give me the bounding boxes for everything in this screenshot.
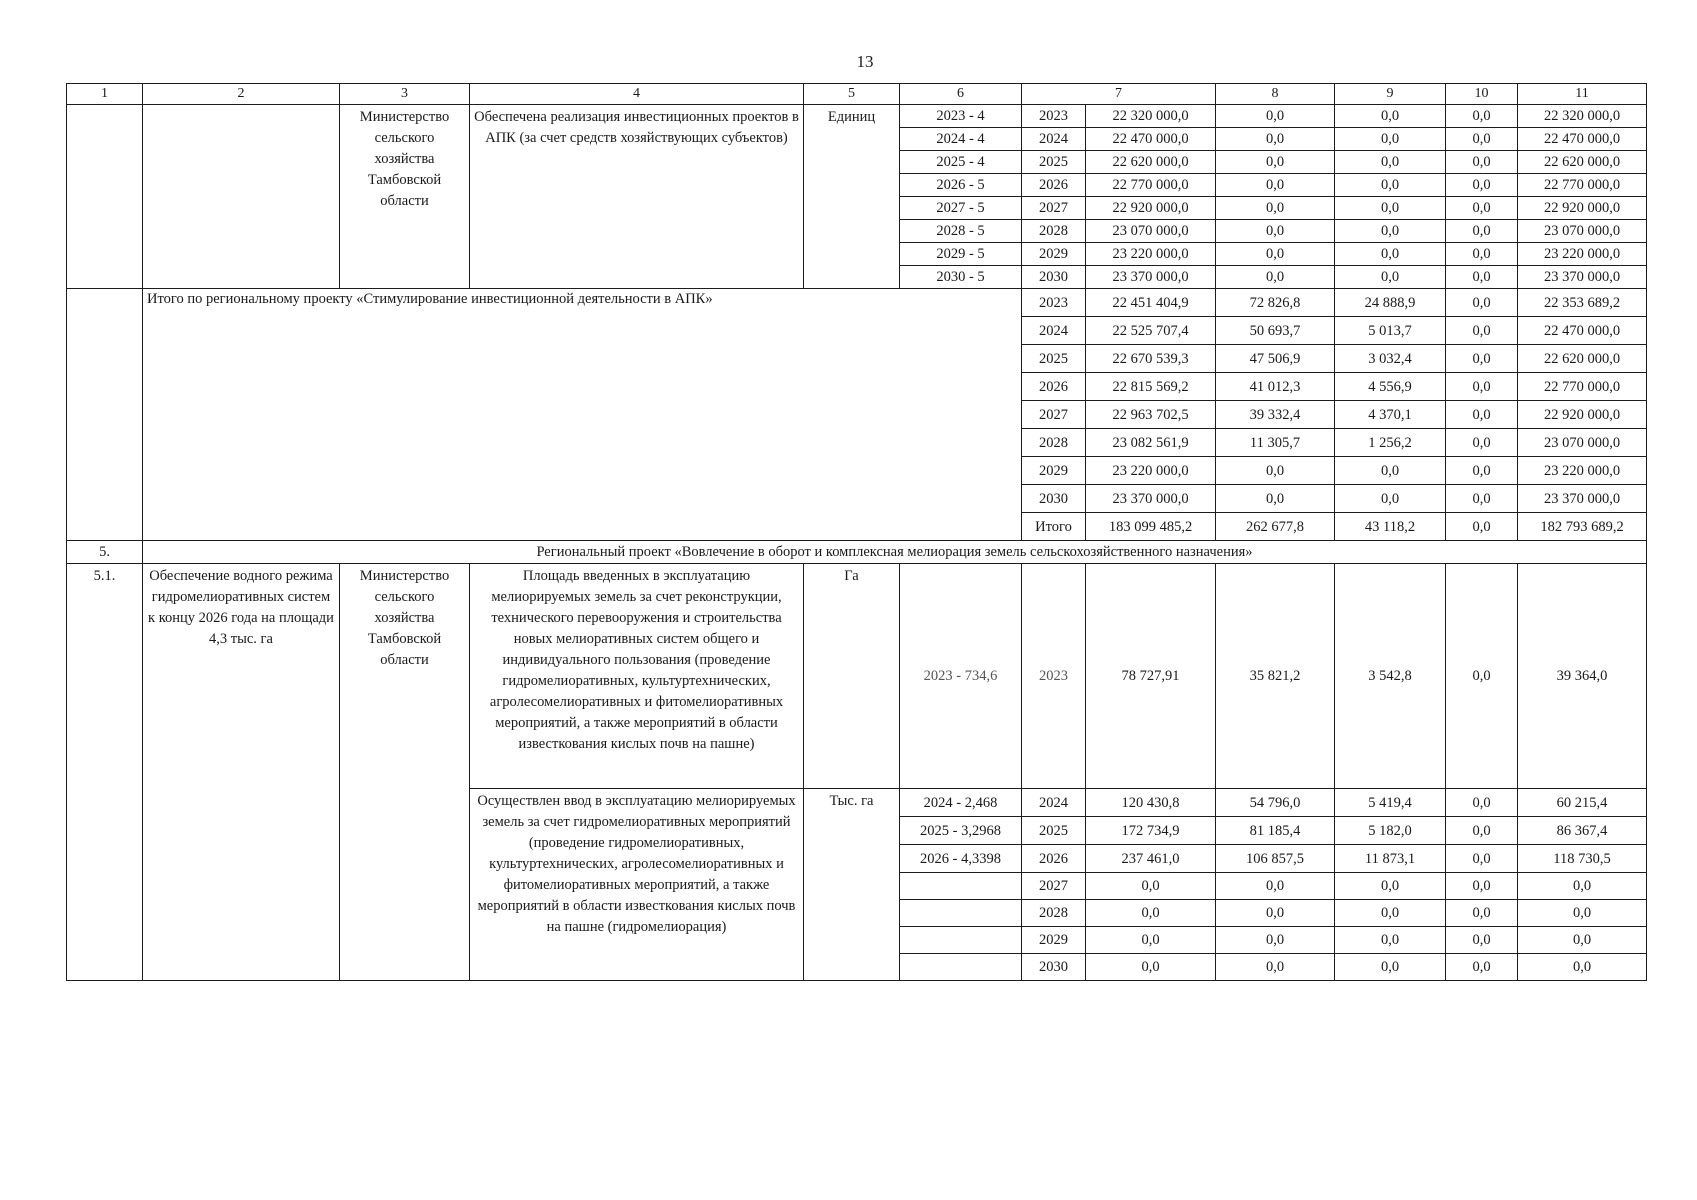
value-cell-c9: 0,0 xyxy=(1335,174,1446,197)
value-cell-c10: 0,0 xyxy=(1446,900,1518,927)
value-cell-c10: 0,0 xyxy=(1446,289,1518,317)
year-cell: 2023 xyxy=(1022,564,1086,789)
value-cell-c7: 0,0 xyxy=(1086,900,1216,927)
value-cell-c8: 0,0 xyxy=(1216,220,1335,243)
indicator-cell: Площадь введенных в эксплуатацию мелиорируемых земель за счет реконструкции, технического перевооружения и строительства новых мелиоративных систем общего и индивидуального пользования (проведение гидромелиоративных, культуртехнических, агролесомелиоративных и фитомелиоративных мероприятий, а также мероприятий в области известкования кислых почв на пашне) xyxy=(470,564,804,789)
value-cell-c9: 3 032,4 xyxy=(1335,345,1446,373)
unit-cell: Единиц xyxy=(804,105,900,289)
value-cell-c7: 22 920 000,0 xyxy=(1086,197,1216,220)
year-cell: 2025 xyxy=(1022,151,1086,174)
value-cell-c7: 22 815 569,2 xyxy=(1086,373,1216,401)
value-cell-c8: 0,0 xyxy=(1216,266,1335,289)
value-cell-c9: 0,0 xyxy=(1335,220,1446,243)
col1-cell xyxy=(67,105,143,289)
value-cell-c10: 0,0 xyxy=(1446,174,1518,197)
value-cell-c7: 23 220 000,0 xyxy=(1086,457,1216,485)
column-header-5: 5 xyxy=(804,84,900,105)
value-cell-c8: 41 012,3 xyxy=(1216,373,1335,401)
year-cell: 2023 xyxy=(1022,289,1086,317)
value-cell-c11: 22 620 000,0 xyxy=(1518,151,1647,174)
value-cell-c7: 22 620 000,0 xyxy=(1086,151,1216,174)
value-cell-c7: 0,0 xyxy=(1086,954,1216,981)
column-header-6: 6 xyxy=(900,84,1022,105)
table-row xyxy=(67,105,1647,128)
target-cell xyxy=(900,927,1022,954)
value-cell-c11: 0,0 xyxy=(1518,927,1647,954)
value-cell-c9: 1 256,2 xyxy=(1335,429,1446,457)
value-cell-c10: 0,0 xyxy=(1446,373,1518,401)
value-cell-c9: 11 873,1 xyxy=(1335,845,1446,873)
value-cell-c7: 23 070 000,0 xyxy=(1086,220,1216,243)
value-cell-c9: 5 182,0 xyxy=(1335,817,1446,845)
year-cell: 2030 xyxy=(1022,485,1086,513)
target-cell: 2023 - 4 xyxy=(900,105,1022,128)
page-number: 13 xyxy=(856,52,874,71)
value-cell-c9: 5 013,7 xyxy=(1335,317,1446,345)
value-cell-c9: 0,0 xyxy=(1335,485,1446,513)
year-cell: 2029 xyxy=(1022,243,1086,266)
value-cell-c8: 0,0 xyxy=(1216,128,1335,151)
section-title: Региональный проект «Вовлечение в оборот и комплексная мелиорация земель сельскохозяйственного назначения» xyxy=(143,541,1647,564)
year-cell: 2028 xyxy=(1022,429,1086,457)
value-cell-c8: 0,0 xyxy=(1216,105,1335,128)
header-row xyxy=(67,84,1647,105)
year-cell: 2028 xyxy=(1022,220,1086,243)
value-cell-c7: 22 525 707,4 xyxy=(1086,317,1216,345)
total-label: Итого по региональному проекту «Стимулирование инвестиционной деятельности в АПК» xyxy=(143,289,1022,541)
unit-cell: Га xyxy=(804,564,900,789)
section-number: 5. xyxy=(67,541,143,564)
col1-cell xyxy=(67,289,143,541)
value-cell-c11: 22 770 000,0 xyxy=(1518,373,1647,401)
value-cell-c11: 22 470 000,0 xyxy=(1518,317,1647,345)
value-cell-c10: 0,0 xyxy=(1446,873,1518,900)
value-cell-c8: 11 305,7 xyxy=(1216,429,1335,457)
task-cell: Обеспечение водного режима гидромелиоративных систем к концу 2026 года на площади 4,3 тыс. га xyxy=(143,564,340,981)
value-cell-c8: 262 677,8 xyxy=(1216,513,1335,541)
value-cell-c9: 43 118,2 xyxy=(1335,513,1446,541)
target-cell: 2023 - 734,6 xyxy=(900,564,1022,789)
value-cell-c9: 4 370,1 xyxy=(1335,401,1446,429)
value-cell-c7: 23 370 000,0 xyxy=(1086,485,1216,513)
value-cell-c11: 0,0 xyxy=(1518,900,1647,927)
year-cell: 2029 xyxy=(1022,927,1086,954)
column-header-3: 3 xyxy=(340,84,470,105)
value-cell-c10: 0,0 xyxy=(1446,845,1518,873)
value-cell-c11: 22 620 000,0 xyxy=(1518,345,1647,373)
value-cell-c7: 22 320 000,0 xyxy=(1086,105,1216,128)
ministry-cell: Министерство сельского хозяйства Тамбовской области xyxy=(340,564,470,981)
program-table xyxy=(66,83,1647,981)
target-cell xyxy=(900,873,1022,900)
target-cell: 2026 - 4,3398 xyxy=(900,845,1022,873)
value-cell-c11: 182 793 689,2 xyxy=(1518,513,1647,541)
value-cell-c9: 4 556,9 xyxy=(1335,373,1446,401)
value-cell-c8: 0,0 xyxy=(1216,927,1335,954)
table-row xyxy=(67,564,1647,789)
value-cell-c8: 47 506,9 xyxy=(1216,345,1335,373)
ministry-cell: Министерство сельского хозяйства Тамбовской области xyxy=(340,105,470,289)
value-cell-c10: 0,0 xyxy=(1446,243,1518,266)
value-cell-c9: 0,0 xyxy=(1335,128,1446,151)
value-cell-c7: 183 099 485,2 xyxy=(1086,513,1216,541)
column-header-9: 9 xyxy=(1335,84,1446,105)
value-cell-c8: 72 826,8 xyxy=(1216,289,1335,317)
target-cell: 2029 - 5 xyxy=(900,243,1022,266)
value-cell-c9: 24 888,9 xyxy=(1335,289,1446,317)
value-cell-c10: 0,0 xyxy=(1446,220,1518,243)
value-cell-c9: 0,0 xyxy=(1335,105,1446,128)
value-cell-c11: 23 370 000,0 xyxy=(1518,485,1647,513)
target-cell xyxy=(900,900,1022,927)
value-cell-c11: 118 730,5 xyxy=(1518,845,1647,873)
target-cell: 2025 - 3,2968 xyxy=(900,817,1022,845)
value-cell-c10: 0,0 xyxy=(1446,457,1518,485)
indicator-cell: Осуществлен ввод в эксплуатацию мелиорируемых земель за счет гидромелиоративных мероприятий (проведение гидромелиоративных, культуртехнических, агролесомелиоративных и фитомелиоративных мероприятий, а также мероприятий в области известкования кислых почв на пашне (гидромелиорация) xyxy=(470,789,804,981)
value-cell-c10: 0,0 xyxy=(1446,317,1518,345)
value-cell-c8: 81 185,4 xyxy=(1216,817,1335,845)
value-cell-c9: 5 419,4 xyxy=(1335,789,1446,817)
value-cell-c8: 0,0 xyxy=(1216,873,1335,900)
item-number: 5.1. xyxy=(67,564,143,981)
value-cell-c11: 0,0 xyxy=(1518,954,1647,981)
value-cell-c11: 23 070 000,0 xyxy=(1518,220,1647,243)
value-cell-c8: 0,0 xyxy=(1216,151,1335,174)
value-cell-c11: 22 770 000,0 xyxy=(1518,174,1647,197)
value-cell-c11: 22 320 000,0 xyxy=(1518,105,1647,128)
value-cell-c8: 0,0 xyxy=(1216,900,1335,927)
value-cell-c7: 172 734,9 xyxy=(1086,817,1216,845)
value-cell-c8: 54 796,0 xyxy=(1216,789,1335,817)
value-cell-c10: 0,0 xyxy=(1446,485,1518,513)
target-cell: 2030 - 5 xyxy=(900,266,1022,289)
value-cell-c10: 0,0 xyxy=(1446,564,1518,789)
value-cell-c10: 0,0 xyxy=(1446,197,1518,220)
value-cell-c9: 0,0 xyxy=(1335,457,1446,485)
column-header-4: 4 xyxy=(470,84,804,105)
target-cell: 2028 - 5 xyxy=(900,220,1022,243)
value-cell-c7: 0,0 xyxy=(1086,873,1216,900)
target-cell: 2027 - 5 xyxy=(900,197,1022,220)
value-cell-c8: 0,0 xyxy=(1216,197,1335,220)
year-cell: 2027 xyxy=(1022,401,1086,429)
value-cell-c10: 0,0 xyxy=(1446,513,1518,541)
value-cell-c10: 0,0 xyxy=(1446,345,1518,373)
value-cell-c9: 0,0 xyxy=(1335,243,1446,266)
target-cell: 2025 - 4 xyxy=(900,151,1022,174)
value-cell-c10: 0,0 xyxy=(1446,789,1518,817)
value-cell-c10: 0,0 xyxy=(1446,927,1518,954)
value-cell-c10: 0,0 xyxy=(1446,954,1518,981)
value-cell-c8: 0,0 xyxy=(1216,174,1335,197)
year-cell: 2030 xyxy=(1022,266,1086,289)
year-cell: 2024 xyxy=(1022,789,1086,817)
column-header-8: 8 xyxy=(1216,84,1335,105)
value-cell-c10: 0,0 xyxy=(1446,151,1518,174)
value-cell-c7: 23 082 561,9 xyxy=(1086,429,1216,457)
value-cell-c11: 22 353 689,2 xyxy=(1518,289,1647,317)
value-cell-c9: 0,0 xyxy=(1335,954,1446,981)
value-cell-c7: 22 670 539,3 xyxy=(1086,345,1216,373)
value-cell-c11: 23 220 000,0 xyxy=(1518,243,1647,266)
value-cell-c9: 0,0 xyxy=(1335,266,1446,289)
value-cell-c9: 0,0 xyxy=(1335,151,1446,174)
year-cell: 2026 xyxy=(1022,174,1086,197)
year-cell: 2028 xyxy=(1022,900,1086,927)
value-cell-c7: 237 461,0 xyxy=(1086,845,1216,873)
value-cell-c10: 0,0 xyxy=(1446,128,1518,151)
value-cell-c11: 0,0 xyxy=(1518,873,1647,900)
column-header-7: 7 xyxy=(1022,84,1216,105)
value-cell-c11: 60 215,4 xyxy=(1518,789,1647,817)
year-cell: 2024 xyxy=(1022,317,1086,345)
value-cell-c8: 106 857,5 xyxy=(1216,845,1335,873)
unit-cell: Тыс. га xyxy=(804,789,900,981)
value-cell-c7: 120 430,8 xyxy=(1086,789,1216,817)
value-cell-c11: 39 364,0 xyxy=(1518,564,1647,789)
value-cell-c8: 0,0 xyxy=(1216,485,1335,513)
value-cell-c8: 35 821,2 xyxy=(1216,564,1335,789)
value-cell-c11: 86 367,4 xyxy=(1518,817,1647,845)
value-cell-c7: 23 220 000,0 xyxy=(1086,243,1216,266)
year-cell: 2024 xyxy=(1022,128,1086,151)
year-cell: 2030 xyxy=(1022,954,1086,981)
value-cell-c11: 22 920 000,0 xyxy=(1518,197,1647,220)
total-row xyxy=(67,289,1647,317)
value-cell-c8: 0,0 xyxy=(1216,954,1335,981)
col2-cell xyxy=(143,105,340,289)
year-cell: 2026 xyxy=(1022,373,1086,401)
year-cell: 2025 xyxy=(1022,345,1086,373)
value-cell-c7: 22 451 404,9 xyxy=(1086,289,1216,317)
value-cell-c8: 50 693,7 xyxy=(1216,317,1335,345)
value-cell-c9: 0,0 xyxy=(1335,927,1446,954)
value-cell-c8: 0,0 xyxy=(1216,457,1335,485)
value-cell-c11: 22 920 000,0 xyxy=(1518,401,1647,429)
value-cell-c10: 0,0 xyxy=(1446,429,1518,457)
column-header-1: 1 xyxy=(67,84,143,105)
year-cell: 2027 xyxy=(1022,197,1086,220)
year-cell: Итого xyxy=(1022,513,1086,541)
column-header-2: 2 xyxy=(143,84,340,105)
column-header-10: 10 xyxy=(1446,84,1518,105)
value-cell-c11: 23 220 000,0 xyxy=(1518,457,1647,485)
value-cell-c7: 78 727,91 xyxy=(1086,564,1216,789)
target-cell: 2024 - 4 xyxy=(900,128,1022,151)
value-cell-c8: 0,0 xyxy=(1216,243,1335,266)
value-cell-c7: 22 963 702,5 xyxy=(1086,401,1216,429)
column-header-11: 11 xyxy=(1518,84,1647,105)
year-cell: 2029 xyxy=(1022,457,1086,485)
year-cell: 2025 xyxy=(1022,817,1086,845)
indicator-cell: Обеспечена реализация инвестиционных проектов в АПК (за счет средств хозяйствующих субъектов) xyxy=(470,105,804,289)
value-cell-c11: 23 070 000,0 xyxy=(1518,429,1647,457)
year-cell: 2023 xyxy=(1022,105,1086,128)
value-cell-c10: 0,0 xyxy=(1446,817,1518,845)
value-cell-c7: 22 470 000,0 xyxy=(1086,128,1216,151)
value-cell-c10: 0,0 xyxy=(1446,401,1518,429)
value-cell-c8: 39 332,4 xyxy=(1216,401,1335,429)
value-cell-c9: 0,0 xyxy=(1335,197,1446,220)
target-cell xyxy=(900,954,1022,981)
value-cell-c11: 22 470 000,0 xyxy=(1518,128,1647,151)
target-cell: 2026 - 5 xyxy=(900,174,1022,197)
value-cell-c10: 0,0 xyxy=(1446,105,1518,128)
table-body xyxy=(67,84,1647,981)
value-cell-c9: 3 542,8 xyxy=(1335,564,1446,789)
target-cell: 2024 - 2,468 xyxy=(900,789,1022,817)
value-cell-c7: 23 370 000,0 xyxy=(1086,266,1216,289)
value-cell-c9: 0,0 xyxy=(1335,900,1446,927)
value-cell-c11: 23 370 000,0 xyxy=(1518,266,1647,289)
year-cell: 2027 xyxy=(1022,873,1086,900)
value-cell-c10: 0,0 xyxy=(1446,266,1518,289)
section-title-row xyxy=(67,541,1647,564)
value-cell-c7: 22 770 000,0 xyxy=(1086,174,1216,197)
value-cell-c7: 0,0 xyxy=(1086,927,1216,954)
value-cell-c9: 0,0 xyxy=(1335,873,1446,900)
year-cell: 2026 xyxy=(1022,845,1086,873)
